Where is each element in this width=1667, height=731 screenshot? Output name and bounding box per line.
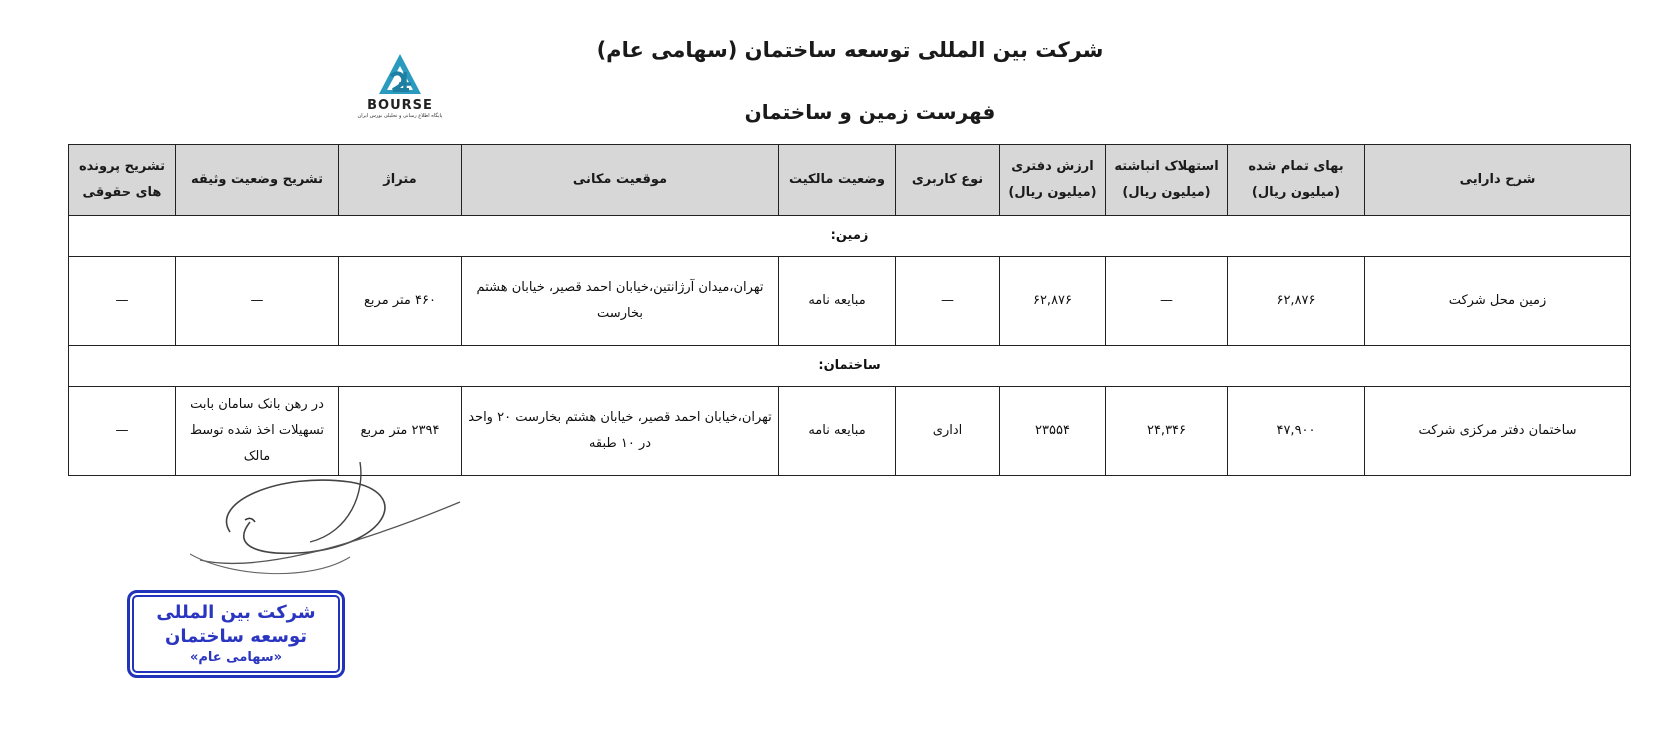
- logo-text: BOURSE: [367, 98, 433, 113]
- cell-book-value: ۲۳۵۵۴: [1000, 387, 1106, 476]
- table-header-row: [69, 145, 1631, 216]
- section-land-row: [69, 216, 1631, 257]
- stamp-line1: شرکت بین المللی: [156, 602, 316, 623]
- cell-area: ۴۶۰ متر مربع: [339, 257, 462, 346]
- cell-collateral: —: [176, 257, 339, 346]
- header-area: متراژ: [339, 145, 462, 216]
- section-building-row: [69, 346, 1631, 387]
- cell-cost: ۴۷,۹۰۰: [1228, 387, 1365, 476]
- cell-usage: —: [896, 257, 1000, 346]
- document-title: فهرست زمین و ساختمان: [744, 100, 996, 124]
- cell-depreciation: ۲۴,۳۴۶: [1106, 387, 1228, 476]
- cell-cost: ۶۲,۸۷۶: [1228, 257, 1365, 346]
- header-location: موقعیت مکانی: [462, 145, 779, 216]
- asset-table: [68, 144, 1631, 476]
- cell-area: ۲۳۹۴ متر مربع: [339, 387, 462, 476]
- cell-depreciation: —: [1106, 257, 1228, 346]
- table-row: [69, 257, 1631, 346]
- header-book-value: ارزش دفتری (میلیون ریال): [1000, 145, 1106, 216]
- section-land-label: زمین:: [69, 216, 1631, 257]
- company-title: شرکت بین المللی توسعه ساختمان (سهامی عام): [596, 38, 1104, 62]
- section-building-label: ساختمان:: [69, 346, 1631, 387]
- signature-icon: [190, 462, 470, 602]
- stamp-line3: «سهامی عام»: [189, 650, 283, 665]
- header-depreciation: استهلاک انباشته (میلیون ریال): [1106, 145, 1228, 216]
- header-cost: بهای تمام شده (میلیون ریال): [1228, 145, 1365, 216]
- cell-ownership: مبایعه نامه: [779, 387, 896, 476]
- logo-subtext: پایگاه اطلاع رسانی و تحلیلی بورس ایران: [357, 113, 443, 119]
- cell-location: تهران،خیابان احمد قصیر، خیابان هشتم بخارست ۲۰ واحد در ۱۰ طبقه: [462, 387, 779, 476]
- company-stamp: [127, 590, 345, 678]
- cell-usage: اداری: [896, 387, 1000, 476]
- cell-book-value: ۶۲,۸۷۶: [1000, 257, 1106, 346]
- cell-ownership: مبایعه نامه: [779, 257, 896, 346]
- cell-asset: زمین محل شرکت: [1365, 257, 1631, 346]
- header-ownership: وضعیت مالکیت: [779, 145, 896, 216]
- cell-collateral: در رهن بانک سامان بابت تسهیلات اخذ شده توسط مالک: [176, 387, 339, 476]
- cell-legal: —: [69, 387, 176, 476]
- header-legal: تشریح پرونده های حقوقی: [69, 145, 176, 216]
- header-usage: نوع کاربری: [896, 145, 1000, 216]
- cell-legal: —: [69, 257, 176, 346]
- cell-asset: ساختمان دفتر مرکزی شرکت: [1365, 387, 1631, 476]
- header-asset: شرح دارایی: [1365, 145, 1631, 216]
- cell-location: تهران،میدان آرژانتین،خیابان احمد قصیر، خیابان هشتم بخارست: [462, 257, 779, 346]
- header-collateral: تشریح وضعیت وثیقه: [176, 145, 339, 216]
- stamp-line2: توسعه ساختمان: [164, 626, 308, 647]
